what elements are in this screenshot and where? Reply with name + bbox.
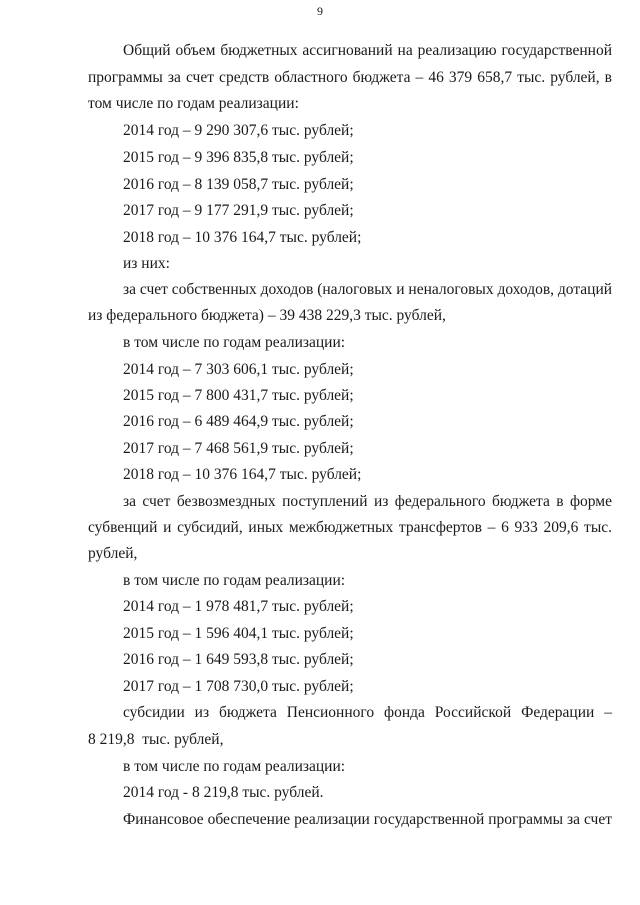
list-item: 2014 год – 1 978 481,7 тыс. рублей; <box>123 598 354 615</box>
list-item: 2017 год – 7 468 561,9 тыс. рублей; <box>123 440 354 457</box>
list-item: 2016 год – 1 649 593,8 тыс. рублей; <box>123 651 354 668</box>
paragraph-line: субсидии из бюджета Пенсионного фонда Российской Федерации – <box>123 704 612 721</box>
list-item: 2016 год – 8 139 058,7 тыс. рублей; <box>123 176 354 193</box>
list-item: 2014 год - 8 219,8 тыс. рублей. <box>123 784 324 801</box>
paragraph-line: за счет безвозмездных поступлений из федерального бюджета в форме <box>123 493 612 510</box>
paragraph-line: в том числе по годам реализации: <box>123 572 346 589</box>
paragraph-line: рублей, <box>88 545 138 562</box>
paragraph-line: в том числе по годам реализации: <box>123 334 346 351</box>
paragraph-line: субвенций и субсидий, иных межбюджетных трансфертов – 6 933 209,6 тыс. <box>88 519 612 536</box>
paragraph-line: из них: <box>123 255 170 272</box>
page-number: 9 <box>317 4 323 18</box>
paragraph-line: из федерального бюджета) – 39 438 229,3 тыс. рублей, <box>88 307 446 324</box>
list-item: 2014 год – 9 290 307,6 тыс. рублей; <box>123 122 354 139</box>
list-item: 2015 год – 7 800 431,7 тыс. рублей; <box>123 387 354 404</box>
list-item: 2018 год – 10 376 164,7 тыс. рублей; <box>123 229 362 246</box>
paragraph-line: Финансовое обеспечение реализации государственной программы за счет <box>123 811 612 828</box>
list-item: 2018 год – 10 376 164,7 тыс. рублей; <box>123 466 362 483</box>
list-item: 2014 год – 7 303 606,1 тыс. рублей; <box>123 361 354 378</box>
paragraph-line: в том числе по годам реализации: <box>123 758 346 775</box>
list-item: 2017 год – 1 708 730,0 тыс. рублей; <box>123 678 354 695</box>
list-item: 2015 год – 1 596 404,1 тыс. рублей; <box>123 625 354 642</box>
paragraph-line: программы за счет средств областного бюджета – 46 379 658,7 тыс. рублей, в <box>88 69 612 86</box>
paragraph-line: том числе по годам реализации: <box>88 95 299 112</box>
list-item: 2017 год – 9 177 291,9 тыс. рублей; <box>123 202 354 219</box>
list-item: 2015 год – 9 396 835,8 тыс. рублей; <box>123 149 354 166</box>
paragraph-line: Общий объем бюджетных ассигнований на реализацию государственной <box>123 42 612 59</box>
paragraph-line: за счет собственных доходов (налоговых и неналоговых доходов, дотаций <box>123 281 613 298</box>
list-item: 2016 год – 6 489 464,9 тыс. рублей; <box>123 413 354 430</box>
paragraph-line: 8 219,8 тыс. рублей, <box>88 731 224 748</box>
